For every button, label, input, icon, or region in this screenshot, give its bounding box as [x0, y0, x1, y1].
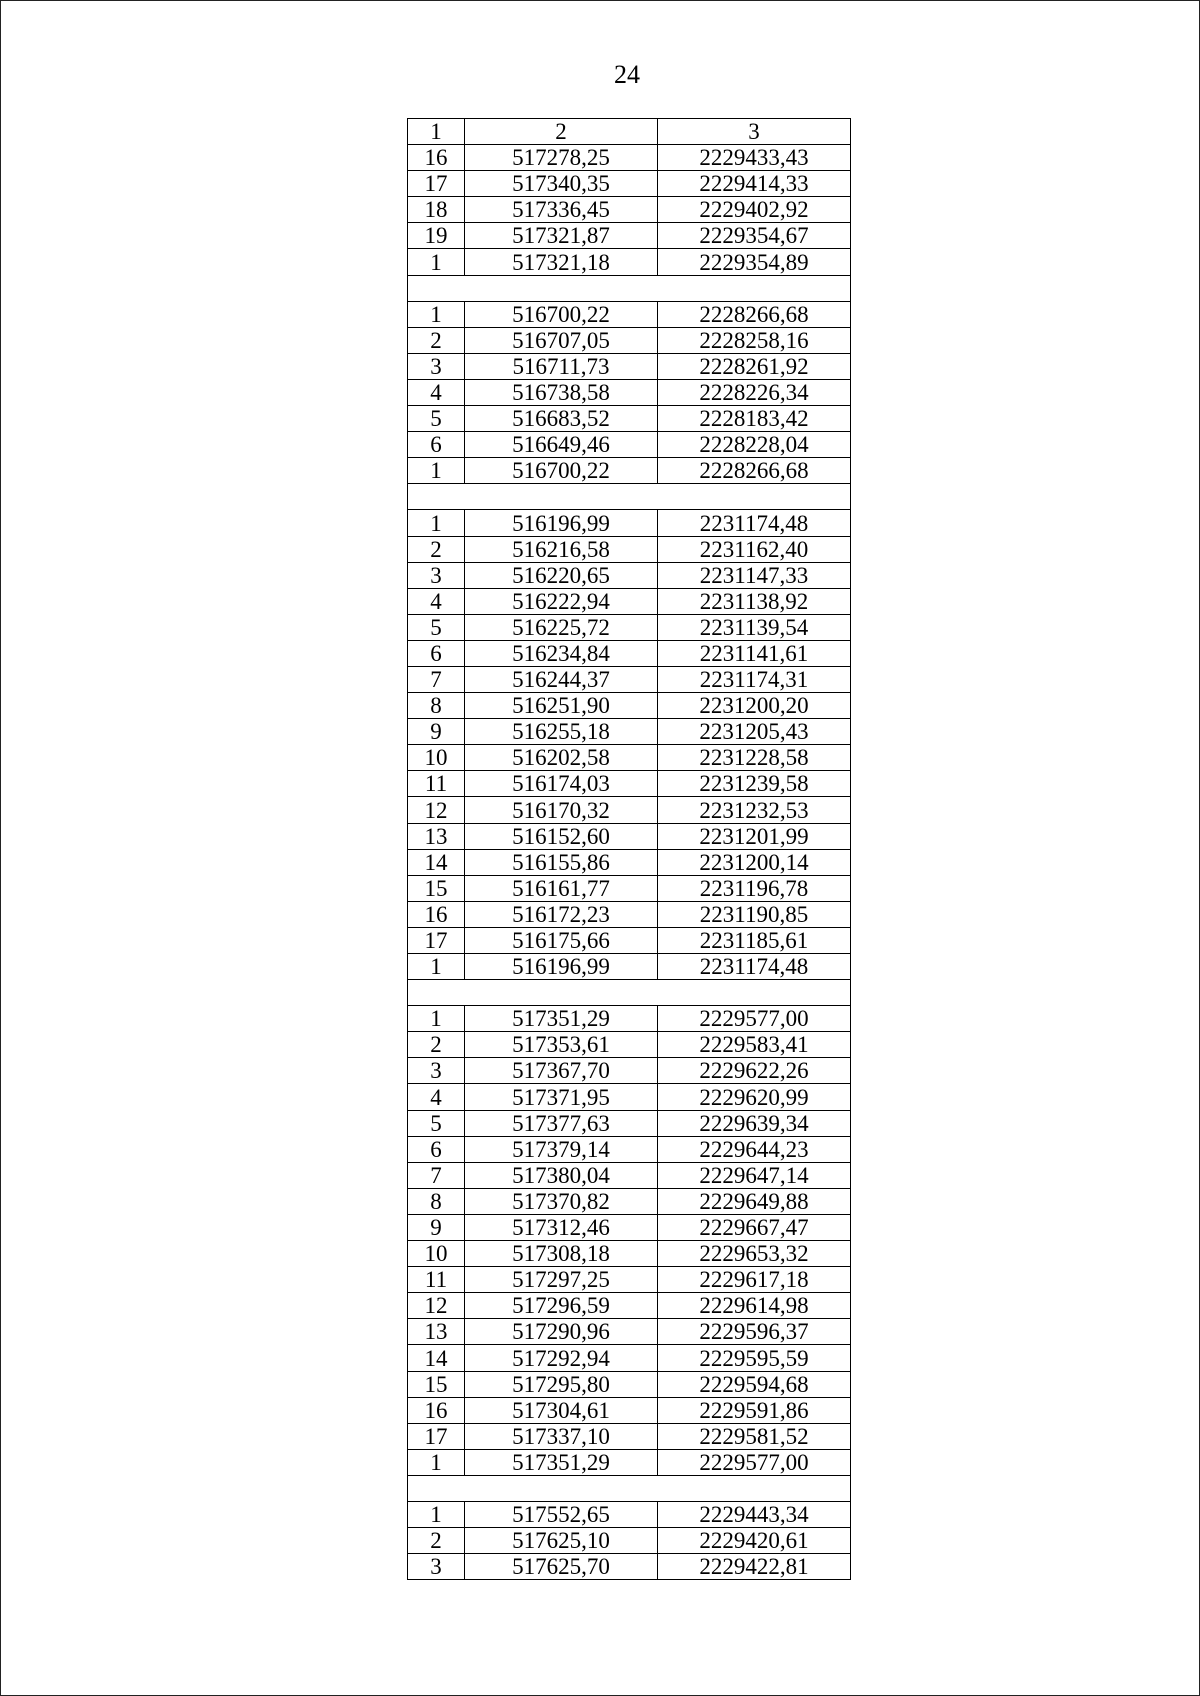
table-row [408, 614, 851, 640]
y-coordinate-cell: 2229591,86 [658, 1397, 851, 1423]
table-row [408, 223, 851, 249]
table-row [408, 458, 851, 484]
point-number-cell: 15 [408, 1371, 465, 1397]
y-coordinate-cell: 2231138,92 [658, 588, 851, 614]
table-row [408, 1345, 851, 1371]
x-coordinate-cell: 517625,10 [465, 1528, 658, 1554]
separator-cell [408, 980, 851, 1006]
point-number-cell: 17 [408, 171, 465, 197]
point-number-cell: 12 [408, 797, 465, 823]
table-row [408, 379, 851, 405]
point-number-cell: 13 [408, 1319, 465, 1345]
point-number-cell: 3 [408, 353, 465, 379]
x-coordinate-cell: 516172,23 [465, 901, 658, 927]
x-coordinate-cell: 517321,87 [465, 223, 658, 249]
y-coordinate-cell: 2231200,20 [658, 693, 851, 719]
point-number-cell: 6 [408, 432, 465, 458]
x-coordinate-cell: 517304,61 [465, 1397, 658, 1423]
table-row [408, 1136, 851, 1162]
x-coordinate-cell: 516251,90 [465, 693, 658, 719]
y-coordinate-cell: 2229649,88 [658, 1188, 851, 1214]
table-row [408, 353, 851, 379]
y-coordinate-cell: 2231174,48 [658, 954, 851, 980]
x-coordinate-cell: 517370,82 [465, 1188, 658, 1214]
point-number-cell: 9 [408, 1214, 465, 1240]
point-number-cell: 10 [408, 745, 465, 771]
y-coordinate-cell: 2229644,23 [658, 1136, 851, 1162]
point-number-cell: 13 [408, 823, 465, 849]
y-coordinate-cell: 2231174,31 [658, 666, 851, 692]
point-number-cell: 16 [408, 901, 465, 927]
y-coordinate-cell: 2228266,68 [658, 301, 851, 327]
y-coordinate-cell: 2229639,34 [658, 1110, 851, 1136]
y-coordinate-cell: 2231196,78 [658, 875, 851, 901]
table-row [408, 849, 851, 875]
point-number-cell: 15 [408, 875, 465, 901]
y-coordinate-cell: 2229581,52 [658, 1423, 851, 1449]
table-row [408, 1058, 851, 1084]
table-row [408, 1188, 851, 1214]
y-coordinate-cell: 2229617,18 [658, 1267, 851, 1293]
table-row [408, 640, 851, 666]
y-coordinate-cell: 2229614,98 [658, 1293, 851, 1319]
x-coordinate-cell: 517296,59 [465, 1293, 658, 1319]
y-coordinate-cell: 2228258,16 [658, 327, 851, 353]
y-coordinate-cell: 2231141,61 [658, 640, 851, 666]
x-coordinate-cell: 517290,96 [465, 1319, 658, 1345]
separator-cell [408, 484, 851, 510]
x-coordinate-cell: 516711,73 [465, 353, 658, 379]
table-row [408, 406, 851, 432]
x-coordinate-cell: 516700,22 [465, 301, 658, 327]
point-number-cell: 2 [408, 536, 465, 562]
separator-cell [408, 275, 851, 301]
y-coordinate-cell: 2229577,00 [658, 1006, 851, 1032]
y-coordinate-cell: 2231139,54 [658, 614, 851, 640]
separator-cell [408, 1475, 851, 1501]
y-coordinate-cell: 2231185,61 [658, 927, 851, 953]
table-row [408, 1162, 851, 1188]
point-number-cell: 14 [408, 1345, 465, 1371]
x-coordinate-cell: 517321,18 [465, 249, 658, 275]
table-row [408, 719, 851, 745]
point-number-cell: 1 [408, 301, 465, 327]
x-coordinate-cell: 516700,22 [465, 458, 658, 484]
table-row [408, 771, 851, 797]
x-coordinate-cell: 516202,58 [465, 745, 658, 771]
point-number-cell: 16 [408, 1397, 465, 1423]
table-row [408, 1371, 851, 1397]
y-coordinate-cell: 2228226,34 [658, 379, 851, 405]
x-coordinate-cell: 517380,04 [465, 1162, 658, 1188]
table-row [408, 745, 851, 771]
y-coordinate-cell: 2229647,14 [658, 1162, 851, 1188]
table-row [408, 666, 851, 692]
header-cell-point: 1 [408, 119, 465, 145]
table-row [408, 954, 851, 980]
point-number-cell: 1 [408, 1501, 465, 1527]
table-row [408, 1214, 851, 1240]
x-coordinate-cell: 516234,84 [465, 640, 658, 666]
y-coordinate-cell: 2229420,61 [658, 1528, 851, 1554]
x-coordinate-cell: 516649,46 [465, 432, 658, 458]
table-row [408, 901, 851, 927]
point-number-cell: 2 [408, 1528, 465, 1554]
x-coordinate-cell: 516244,37 [465, 666, 658, 692]
table-row [408, 1267, 851, 1293]
y-coordinate-cell: 2229433,43 [658, 145, 851, 171]
point-number-cell: 3 [408, 1058, 465, 1084]
y-coordinate-cell: 2229595,59 [658, 1345, 851, 1371]
y-coordinate-cell: 2231147,33 [658, 562, 851, 588]
point-number-cell: 4 [408, 588, 465, 614]
table-row [408, 1528, 851, 1554]
table-header-row [408, 119, 851, 145]
y-coordinate-cell: 2231162,40 [658, 536, 851, 562]
point-number-cell: 8 [408, 1188, 465, 1214]
y-coordinate-cell: 2231239,58 [658, 771, 851, 797]
x-coordinate-cell: 516222,94 [465, 588, 658, 614]
coordinates-table [407, 118, 851, 1580]
x-coordinate-cell: 517377,63 [465, 1110, 658, 1136]
table-row [408, 1449, 851, 1475]
table-row [408, 693, 851, 719]
x-coordinate-cell: 517297,25 [465, 1267, 658, 1293]
table-row [408, 197, 851, 223]
point-number-cell: 11 [408, 1267, 465, 1293]
point-number-cell: 17 [408, 1423, 465, 1449]
x-coordinate-cell: 517552,65 [465, 1501, 658, 1527]
point-number-cell: 9 [408, 719, 465, 745]
y-coordinate-cell: 2229596,37 [658, 1319, 851, 1345]
table-row [408, 1423, 851, 1449]
table-row [408, 1554, 851, 1580]
point-number-cell: 2 [408, 1032, 465, 1058]
point-number-cell: 1 [408, 249, 465, 275]
table-row [408, 1397, 851, 1423]
table-row [408, 1032, 851, 1058]
point-number-cell: 11 [408, 771, 465, 797]
point-number-cell: 7 [408, 666, 465, 692]
point-number-cell: 6 [408, 640, 465, 666]
x-coordinate-cell: 517336,45 [465, 197, 658, 223]
x-coordinate-cell: 516255,18 [465, 719, 658, 745]
y-coordinate-cell: 2228228,04 [658, 432, 851, 458]
point-number-cell: 5 [408, 1110, 465, 1136]
table-separator-row [408, 275, 851, 301]
point-number-cell: 1 [408, 1449, 465, 1475]
x-coordinate-cell: 517371,95 [465, 1084, 658, 1110]
table-row [408, 301, 851, 327]
point-number-cell: 4 [408, 1084, 465, 1110]
point-number-cell: 1 [408, 458, 465, 484]
table-row [408, 1006, 851, 1032]
x-coordinate-cell: 517351,29 [465, 1006, 658, 1032]
y-coordinate-cell: 2231205,43 [658, 719, 851, 745]
y-coordinate-cell: 2229354,67 [658, 223, 851, 249]
y-coordinate-cell: 2229402,92 [658, 197, 851, 223]
x-coordinate-cell: 517367,70 [465, 1058, 658, 1084]
x-coordinate-cell: 516220,65 [465, 562, 658, 588]
table-row [408, 562, 851, 588]
table-row [408, 1110, 851, 1136]
table-row [408, 327, 851, 353]
x-coordinate-cell: 517308,18 [465, 1241, 658, 1267]
y-coordinate-cell: 2231174,48 [658, 510, 851, 536]
x-coordinate-cell: 517351,29 [465, 1449, 658, 1475]
point-number-cell: 1 [408, 510, 465, 536]
point-number-cell: 19 [408, 223, 465, 249]
point-number-cell: 10 [408, 1241, 465, 1267]
table-row [408, 1293, 851, 1319]
table-separator-row [408, 980, 851, 1006]
table-row [408, 875, 851, 901]
table-row [408, 510, 851, 536]
table-separator-row [408, 484, 851, 510]
y-coordinate-cell: 2229422,81 [658, 1554, 851, 1580]
table-row [408, 588, 851, 614]
y-coordinate-cell: 2229354,89 [658, 249, 851, 275]
table-row [408, 1501, 851, 1527]
x-coordinate-cell: 516155,86 [465, 849, 658, 875]
table-row [408, 432, 851, 458]
point-number-cell: 7 [408, 1162, 465, 1188]
table-row [408, 249, 851, 275]
point-number-cell: 5 [408, 406, 465, 432]
x-coordinate-cell: 517295,80 [465, 1371, 658, 1397]
point-number-cell: 3 [408, 1554, 465, 1580]
coordinates-table-body [408, 119, 851, 1580]
table-row [408, 927, 851, 953]
y-coordinate-cell: 2229594,68 [658, 1371, 851, 1397]
x-coordinate-cell: 517379,14 [465, 1136, 658, 1162]
x-coordinate-cell: 516707,05 [465, 327, 658, 353]
x-coordinate-cell: 516738,58 [465, 379, 658, 405]
header-cell-x: 2 [465, 119, 658, 145]
y-coordinate-cell: 2229583,41 [658, 1032, 851, 1058]
y-coordinate-cell: 2231190,85 [658, 901, 851, 927]
table-row [408, 171, 851, 197]
y-coordinate-cell: 2229653,32 [658, 1241, 851, 1267]
table-row [408, 797, 851, 823]
table-row [408, 1084, 851, 1110]
x-coordinate-cell: 516225,72 [465, 614, 658, 640]
x-coordinate-cell: 517292,94 [465, 1345, 658, 1371]
y-coordinate-cell: 2228266,68 [658, 458, 851, 484]
point-number-cell: 6 [408, 1136, 465, 1162]
point-number-cell: 12 [408, 1293, 465, 1319]
x-coordinate-cell: 516196,99 [465, 954, 658, 980]
table-separator-row [408, 1475, 851, 1501]
x-coordinate-cell: 516174,03 [465, 771, 658, 797]
x-coordinate-cell: 516170,32 [465, 797, 658, 823]
y-coordinate-cell: 2229443,34 [658, 1501, 851, 1527]
x-coordinate-cell: 516683,52 [465, 406, 658, 432]
x-coordinate-cell: 516161,77 [465, 875, 658, 901]
x-coordinate-cell: 517312,46 [465, 1214, 658, 1240]
y-coordinate-cell: 2229667,47 [658, 1214, 851, 1240]
x-coordinate-cell: 517353,61 [465, 1032, 658, 1058]
table-row [408, 1241, 851, 1267]
point-number-cell: 14 [408, 849, 465, 875]
y-coordinate-cell: 2229414,33 [658, 171, 851, 197]
point-number-cell: 1 [408, 1006, 465, 1032]
x-coordinate-cell: 517340,35 [465, 171, 658, 197]
point-number-cell: 2 [408, 327, 465, 353]
table-row [408, 1319, 851, 1345]
table-row [408, 823, 851, 849]
point-number-cell: 16 [408, 145, 465, 171]
x-coordinate-cell: 516196,99 [465, 510, 658, 536]
x-coordinate-cell: 517625,70 [465, 1554, 658, 1580]
x-coordinate-cell: 516152,60 [465, 823, 658, 849]
x-coordinate-cell: 517278,25 [465, 145, 658, 171]
y-coordinate-cell: 2231228,58 [658, 745, 851, 771]
y-coordinate-cell: 2228261,92 [658, 353, 851, 379]
x-coordinate-cell: 517337,10 [465, 1423, 658, 1449]
y-coordinate-cell: 2229577,00 [658, 1449, 851, 1475]
point-number-cell: 4 [408, 379, 465, 405]
point-number-cell: 18 [408, 197, 465, 223]
page-number: 24 [614, 60, 640, 89]
y-coordinate-cell: 2228183,42 [658, 406, 851, 432]
point-number-cell: 5 [408, 614, 465, 640]
y-coordinate-cell: 2231201,99 [658, 823, 851, 849]
x-coordinate-cell: 516216,58 [465, 536, 658, 562]
header-cell-y: 3 [658, 119, 851, 145]
table-row [408, 145, 851, 171]
y-coordinate-cell: 2229622,26 [658, 1058, 851, 1084]
point-number-cell: 3 [408, 562, 465, 588]
y-coordinate-cell: 2231232,53 [658, 797, 851, 823]
point-number-cell: 17 [408, 927, 465, 953]
x-coordinate-cell: 516175,66 [465, 927, 658, 953]
table-row [408, 536, 851, 562]
point-number-cell: 8 [408, 693, 465, 719]
y-coordinate-cell: 2231200,14 [658, 849, 851, 875]
y-coordinate-cell: 2229620,99 [658, 1084, 851, 1110]
point-number-cell: 1 [408, 954, 465, 980]
